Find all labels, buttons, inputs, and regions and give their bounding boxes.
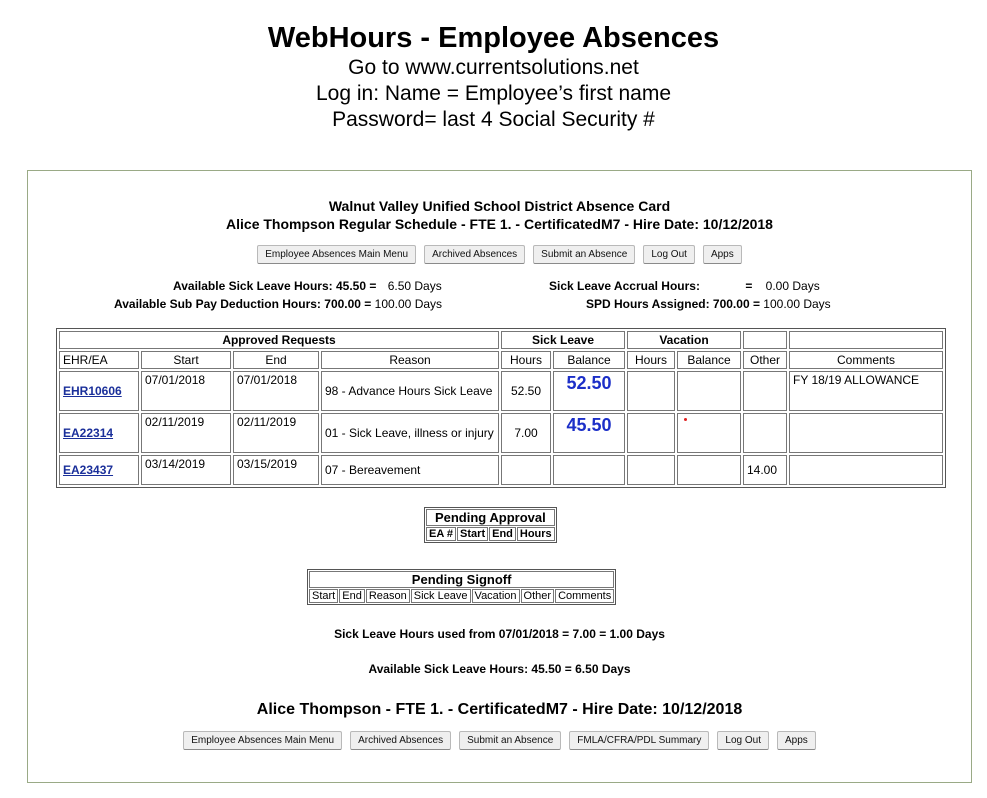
col-other: Other: [743, 351, 787, 369]
other-cell: [743, 371, 787, 411]
comments-cell: [789, 455, 943, 485]
avail-sick-label: Available Sick Leave Hours:: [173, 279, 333, 293]
sick-leave-header: Sick Leave: [501, 331, 625, 349]
column-header-row: [59, 351, 943, 369]
vacation-header: Vacation: [627, 331, 741, 349]
district-title: Walnut Valley Unified School District Absence Card: [328, 198, 671, 214]
card-title: [28, 197, 971, 233]
col-sick-balance: Balance: [553, 351, 625, 369]
comments-cell: [789, 413, 943, 453]
other-cell: 14.00: [743, 455, 787, 485]
ps-col-reason: Reason: [366, 589, 410, 603]
pa-col-hours: Hours: [517, 527, 555, 541]
vac-balance-cell: [677, 455, 741, 485]
archived-absences-button[interactable]: Archived Absences: [424, 245, 525, 264]
table-row: [59, 371, 943, 411]
col-vac-balance: Balance: [677, 351, 741, 369]
spd-assigned: [586, 296, 831, 312]
ps-col-vacation: Vacation: [472, 589, 520, 603]
submit-absence-button[interactable]: Submit an Absence: [459, 731, 561, 750]
footer-title: Alice Thompson - FTE 1. - CertificatedM7 - Hire Date: 10/12/2018: [256, 701, 743, 718]
sick-hours-used: Sick Leave Hours used from 07/01/2018 = 7.00 = 1.00 Days: [334, 627, 665, 641]
approved-requests-table: [56, 328, 946, 488]
sub-pay-days: 100.00 Days: [374, 297, 443, 311]
instruction-login: Log in: Name = Employee’s first name: [315, 82, 672, 105]
ps-col-end: End: [339, 589, 365, 603]
red-dot-marker: [684, 418, 687, 421]
ps-col-comments: Comments: [555, 589, 614, 603]
empty-header: [743, 331, 787, 349]
available-sick-leave: [173, 278, 442, 294]
sick-balance-cell: [553, 455, 625, 485]
ps-col-start: Start: [309, 589, 338, 603]
col-end: End: [233, 351, 319, 369]
request-link[interactable]: EA23437: [63, 463, 114, 477]
start-cell: 03/14/2019: [141, 455, 231, 485]
request-link[interactable]: EA22314: [63, 426, 114, 440]
col-comments: Comments: [789, 351, 943, 369]
vac-balance-cell: [677, 371, 741, 411]
col-start: Start: [141, 351, 231, 369]
instruction-url: Go to www.currentsolutions.net: [348, 56, 639, 79]
reason-cell: 98 - Advance Hours Sick Leave: [321, 371, 499, 411]
top-button-row: [28, 245, 971, 264]
other-cell: [743, 413, 787, 453]
log-out-button[interactable]: Log Out: [643, 245, 695, 264]
pa-col-start: Start: [457, 527, 488, 541]
approved-requests-header: Approved Requests: [59, 331, 499, 349]
reason-cell: 01 - Sick Leave, illness or injury: [321, 413, 499, 453]
ps-col-sick-leave: Sick Leave: [411, 589, 471, 603]
avail-sick-days: 6.50 Days: [387, 279, 442, 293]
main-menu-button[interactable]: Employee Absences Main Menu: [257, 245, 416, 264]
end-cell: 07/01/2018: [233, 371, 319, 411]
instructions-header: [0, 22, 987, 133]
log-out-button[interactable]: Log Out: [717, 731, 769, 750]
archived-absences-button[interactable]: Archived Absences: [350, 731, 451, 750]
spd-days: 100.00 Days: [763, 297, 831, 311]
pa-col-end: End: [489, 527, 516, 541]
sick-hours-cell: 52.50: [501, 371, 551, 411]
instruction-password: Password= last 4 Social Security #: [332, 108, 655, 131]
col-reason: Reason: [321, 351, 499, 369]
sub-pay-label: Available Sub Pay Deduction Hours: 700.00 =: [114, 297, 372, 311]
end-cell: 03/15/2019: [233, 455, 319, 485]
accrual-days: 0.00 Days: [765, 279, 820, 293]
pending-approval-title: Pending Approval: [426, 509, 555, 526]
employee-title: Alice Thompson Regular Schedule - FTE 1. - CertificatedM7 - Hire Date: 10/12/2018: [226, 216, 773, 232]
accrual-value: =: [745, 279, 753, 293]
col-ehr-ea: EHR/EA: [59, 351, 139, 369]
end-cell: 02/11/2019: [233, 413, 319, 453]
ps-col-other: Other: [521, 589, 555, 603]
vac-hours-cell: [627, 455, 675, 485]
sick-balance-cell: 45.50: [566, 415, 612, 435]
avail-sick-value: 45.50 =: [335, 279, 377, 293]
pending-signoff-title: Pending Signoff: [309, 571, 614, 588]
table-row: [59, 413, 943, 453]
pa-col-ea: EA #: [426, 527, 456, 541]
absence-card: [27, 170, 972, 783]
apps-button[interactable]: Apps: [777, 731, 816, 750]
sick-hours-cell: 7.00: [501, 413, 551, 453]
submit-absence-button[interactable]: Submit an Absence: [533, 245, 635, 264]
vac-hours-cell: [627, 371, 675, 411]
pending-approval-table: [424, 507, 557, 543]
request-link[interactable]: EHR10606: [63, 384, 122, 398]
col-vac-hours: Hours: [627, 351, 675, 369]
main-menu-button[interactable]: Employee Absences Main Menu: [183, 731, 342, 750]
available-sick-summary: Available Sick Leave Hours: 45.50 = 6.50 Days: [368, 662, 631, 676]
sick-hours-cell: [501, 455, 551, 485]
empty-header: [789, 331, 943, 349]
spd-label: SPD Hours Assigned: 700.00 =: [586, 297, 760, 311]
reason-cell: 07 - Bereavement: [321, 455, 499, 485]
apps-button[interactable]: Apps: [703, 245, 742, 264]
pending-signoff-table: [307, 569, 616, 605]
start-cell: 07/01/2018: [141, 371, 231, 411]
accrual-label: Sick Leave Accrual Hours:: [549, 279, 700, 293]
vac-hours-cell: [627, 413, 675, 453]
page-title: WebHours - Employee Absences: [267, 22, 720, 54]
bottom-button-row: [28, 731, 971, 750]
table-row: [59, 455, 943, 485]
fmla-summary-button[interactable]: FMLA/CFRA/PDL Summary: [569, 731, 709, 750]
col-sick-hours: Hours: [501, 351, 551, 369]
sub-pay-deduction: [114, 296, 442, 312]
accrual-hours: [549, 278, 820, 294]
comments-cell: FY 18/19 ALLOWANCE: [789, 371, 943, 411]
sick-balance-cell: 52.50: [566, 373, 612, 393]
start-cell: 02/11/2019: [141, 413, 231, 453]
